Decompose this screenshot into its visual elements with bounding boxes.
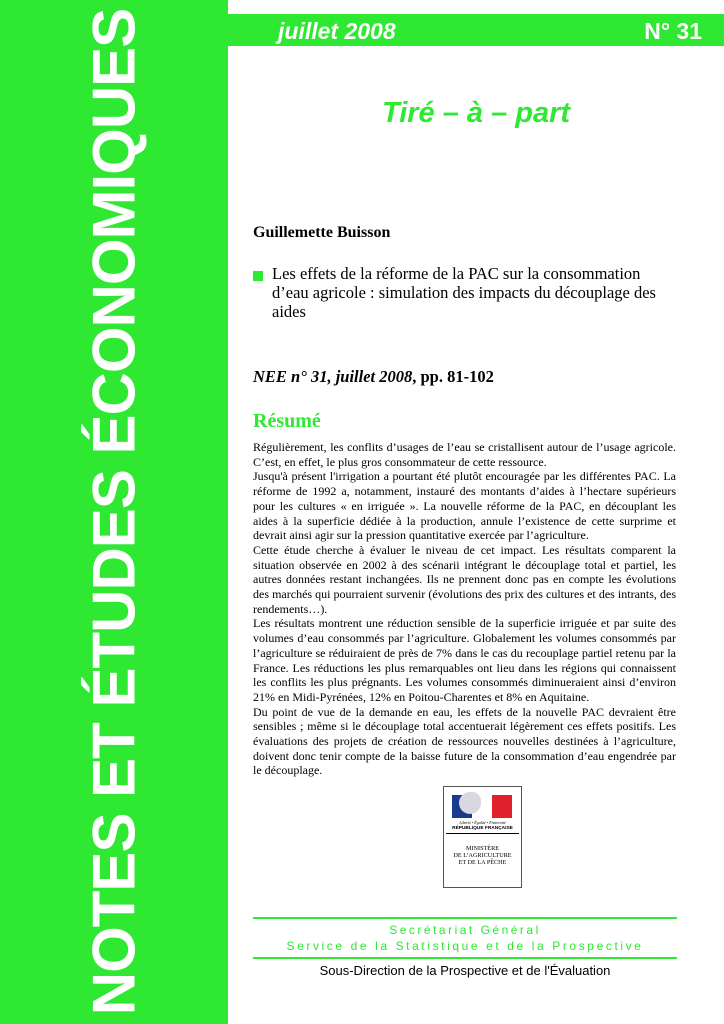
marianne-icon [459, 792, 481, 814]
abstract-paragraph: Régulièrement, les conflits d’usages de l’eau se cristallisent autour de l’usage agricole. C’est, en effet, le plus gros consommateur de cette ressource. [253, 440, 676, 469]
ministry-logo [443, 786, 522, 888]
abstract [253, 440, 676, 778]
ministry-line: MINISTÈRE [466, 845, 499, 852]
abstract-paragraph: Jusqu'à présent l'irrigation a pourtant été plutôt encouragée par les différentes PAC. La réforme de 1992 a, notamment, instauré des montants d’aides à l’hectare supérieurs pour les cultures « en irriguée ». La nouvelle réforme de la PAC, en découplant les aides à la superficie dédiée à la production, annule l’existence de cette surprime et devrait ainsi agir sur la pression quantitative exercée par l’agriculture. [253, 469, 676, 543]
abstract-paragraph: Cette étude cherche à évaluer le niveau de cet impact. Les résultats comparent la situation observée en 2002 à des scénarii intégrant le découplage total et partiel, les autres données restant inchangées. Ils ne prennent donc pas en compte les évolutions des marchés qui pourraient survenir (évolutions des prix des cultures et des intrants, des rendements…). [253, 542, 676, 616]
resume-heading: Résumé [253, 410, 321, 432]
bullet-icon [253, 271, 263, 281]
reference-journal: NEE n° 31, juillet 2008 [253, 367, 413, 386]
footer-divider [253, 957, 677, 959]
side-band [0, 0, 228, 1024]
series-title: NOTES ET ÉTUDES ÉCONOMIQUES [80, 8, 148, 1016]
logo-republic: RÉPUBLIQUE FRANÇAISE [446, 826, 519, 834]
reference-pages: , pp. 81-102 [412, 367, 494, 386]
article-title: Les effets de la réforme de la PAC sur la consommation d’eau agricole : simulation des impacts du découplage des aides [272, 264, 656, 321]
issue-date: juillet 2008 [278, 18, 396, 44]
author: Guillemette Buisson [253, 224, 391, 241]
page-title: Tiré – à – part [382, 97, 571, 129]
footer-service: Service de la Statistique et de la Prospective [286, 939, 644, 953]
footer-subdirection: Sous-Direction de la Prospective et de l'Évaluation [319, 963, 611, 978]
reference [253, 367, 494, 387]
abstract-paragraph: Du point de vue de la demande en eau, les effets de la nouvelle PAC devraient être sensibles ; même si le découplage total accentuerait légèrement ces effets positifs. Les évaluations des projets de création de ressources nouvelles destinées à l’agriculture, doivent donc tenir compte de la baisse future de la consommation d’eau engendrée par le découplage. [253, 704, 676, 778]
ministry-line: DE L’AGRICULTURE [453, 852, 512, 860]
footer-divider [253, 917, 677, 919]
logo-ministry [446, 845, 519, 867]
ministry-line: ET DE LA PÊCHE [458, 859, 507, 867]
logo-motto: Liberté • Égalité • Fraternité [459, 820, 506, 825]
footer-secretariat: Secrétariat Général [389, 923, 541, 937]
issue-number: N° 31 [644, 18, 702, 44]
abstract-paragraph: Les résultats montrent une réduction sensible de la superficie irriguée et par suite des volumes d’eau consommés par l’agriculture. Globalement les volumes consommés par l’agriculture se réduiraient de près de 7% dans le cas du recouplage partiel retenu par la France. Les réductions les plus remarquables ont lieu dans les régions qui connaissent les conflits les plus prégnants. Les volumes consommés diminueraient ainsi d’environ 21% en Midi-Pyrénées, 12% en Poitou-Charentes et 8% en Aquitaine. [253, 616, 676, 704]
